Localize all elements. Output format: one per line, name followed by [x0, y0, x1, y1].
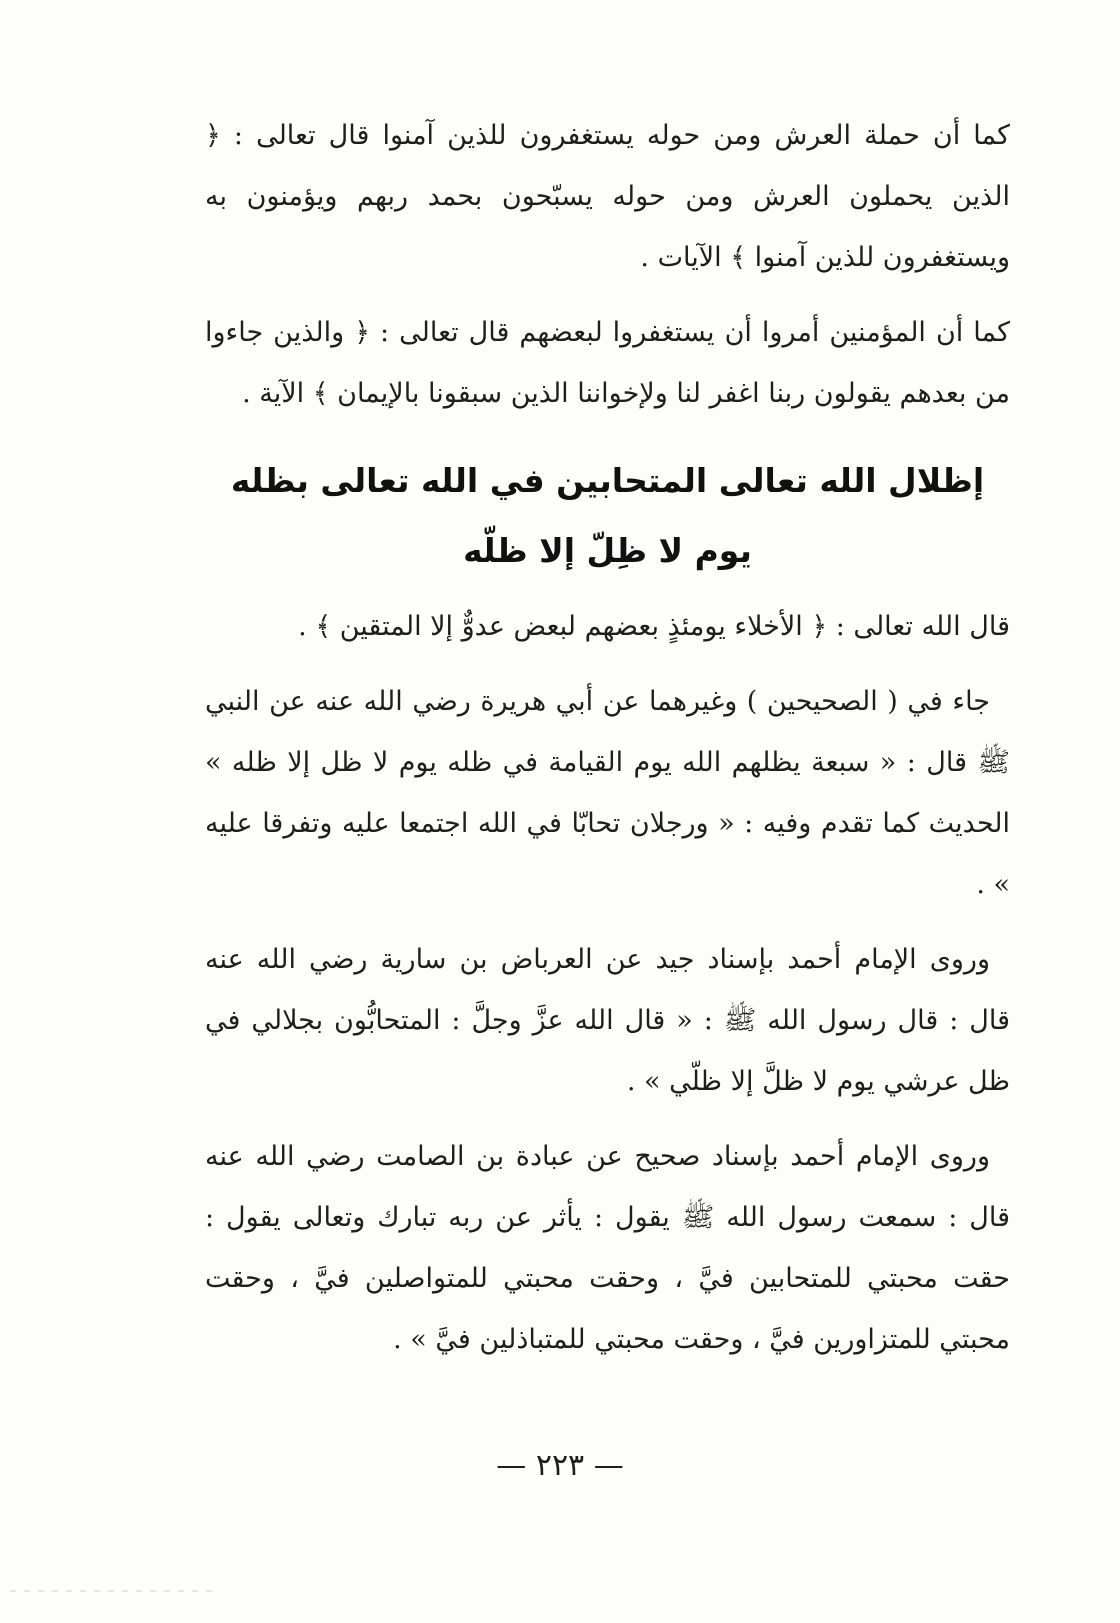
paragraph-throne-bearers: كما أن حملة العرش ومن حوله يستغفرون للذين آمنوا قال تعالى : ﴿ الذين يحملون العرش ومن حوله يسبّحون بحمد ربهم ويؤمنون به ويستغفرون للذين آمنوا ﴾ الآيات . [205, 120, 1010, 273]
paragraph-believers-forgiveness: كما أن المؤمنين أمروا أن يستغفروا لبعضهم قال تعالى : ﴿ والذين جاءوا من بعدهم يقولون ربنا اغفر لنا ولإخواننا الذين سبقونا بالإيمان ﴾ الآية . [205, 317, 1010, 409]
section-heading-line-1: إظلال الله تعالى المتحابين في الله تعالى بظله [230, 461, 985, 500]
scan-artifact [10, 1590, 220, 1592]
paragraph-ubada-hadith: وروى الإمام أحمد بإسناد صحيح عن عبادة بن الصامت رضي الله عنه قال : سمعت رسول الله ﷺ يقول : يأثر عن ربه تبارك وتعالى يقول : حقت محبتي للمتحابين فيَّ ، وحقت محبتي للمتواصلين فيَّ ، وحقت محبتي للمتزاورين فيَّ ، وحقت محبتي للمتباذلين فيَّ » . [205, 1141, 1010, 1355]
page-number: — ٢٢٣ — [496, 1448, 624, 1483]
paragraph-quran-verse: قال الله تعالى : ﴿ الأخلاء يومئذٍ بعضهم لبعض عدوٌّ إلا المتقين ﴾ . [298, 611, 1010, 642]
paragraph-sahihain-hadith: جاء في ( الصحيحين ) وغيرهما عن أبي هريرة رضي الله عنه عن النبي ﷺ قال : « سبعة يظلهم الله يوم القيامة في ظله يوم لا ظل إلا ظله » الحديث كما تقدم وفيه : « ورجلان تحابّا في الله اجتمعا عليه وتفرقا عليه » . [205, 686, 1010, 900]
section-heading-line-2: يوم لا ظِلّ إلا ظلّه [463, 531, 752, 570]
page-body [205, 105, 1010, 1384]
paragraph-irbad-hadith: وروى الإمام أحمد بإسناد جيد عن العرباض بن سارية رضي الله عنه قال : قال رسول الله ﷺ : « قال الله عزَّ وجلَّ : المتحابُّون بجلالي في ظل عرشي يوم لا ظلَّ إلا ظلّي » . [205, 944, 1010, 1097]
